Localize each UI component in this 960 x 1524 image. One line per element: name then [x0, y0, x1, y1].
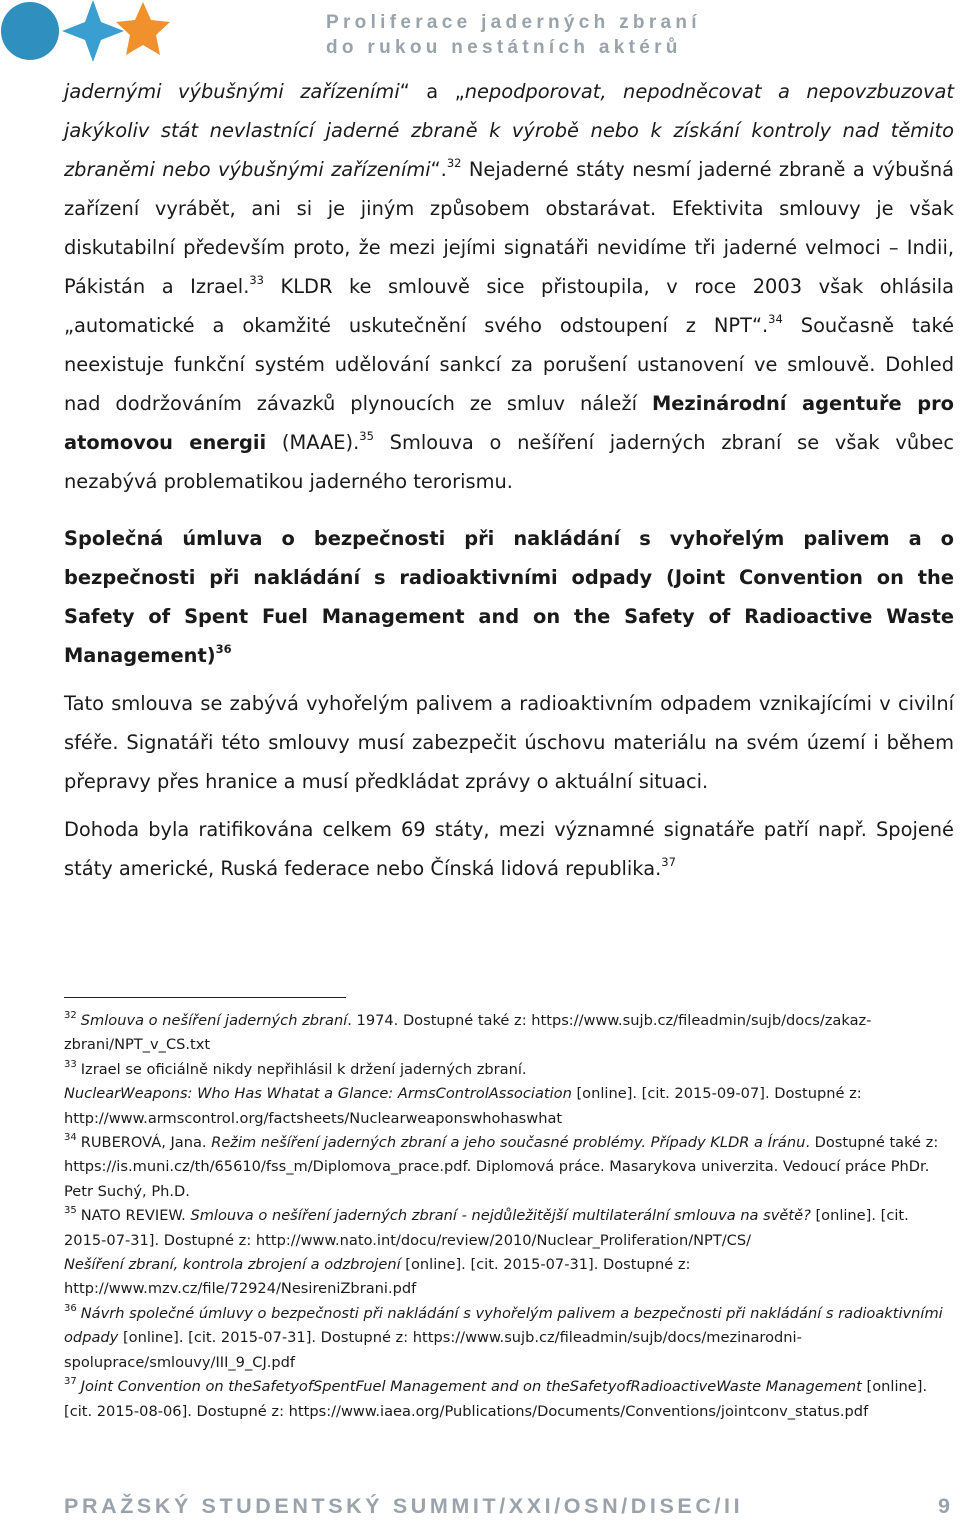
paragraph-npt	[64, 72, 954, 501]
page-footer	[64, 1494, 954, 1524]
footnote-title: Návrh společné úmluvy o bezpečnosti při nakládání s vyhořelým palivem a bezpečnosti při nakládání s radioaktivními odpady	[64, 1304, 943, 1347]
footnote-ref-32[interactable]: 32	[446, 155, 462, 170]
footnote-text[interactable]: [online]. [cit. 2015-07-31]. Dostupné z: https://www.sujb.cz/fileadmin/sujb/docs/mezinarodni-spoluprace/smlouvy/III_9_CJ.pdf	[64, 1329, 802, 1371]
footnote-text[interactable]: [online]. [cit. 2015-09-07]. Dostupné z: http://www.armscontrol.org/factsheets/Nuclearweaponswhohaswhat	[64, 1085, 862, 1127]
footnote-36	[64, 1302, 954, 1375]
footnote-35	[64, 1204, 954, 1302]
text-segment: Nejaderné státy nesmí jaderné zbraně a výbušná zařízení vyrábět, ani si je jiným způsobem obstarávat. Efektivita smlouvy je však diskutabilní především proto, že mezi jejími signatáři nevidíme tři jaderné velmoci – Indii, Pákistán a Izrael.	[64, 158, 954, 298]
footnote-title: Nešíření zbraní, kontrola zbrojení a odzbrojení	[64, 1256, 401, 1274]
footnote-33	[64, 1058, 954, 1131]
footnote-text[interactable]: . 1974. Dostupné také z: https://www.sujb.cz/fileadmin/sujb/docs/zakaz-zbrani/NPT_v_CS.txt	[64, 1012, 872, 1054]
paragraph-ratification	[64, 810, 954, 888]
footnote-text[interactable]: . Dostupné také z: https://is.muni.cz/th/65610/fss_m/Diplomova_prace.pdf. Diplomová práce. Masarykova univerzita. Vedoucí práce PhDr. Petr Suchý, Ph.D.	[64, 1134, 939, 1200]
text-segment: Dohoda byla ratifikována celkem 69 státy, mezi významné signatáře patří např. Spojené státy americké, Ruská federace nebo Čínská lidová republika.	[64, 818, 954, 880]
footnote-title: Smlouva o nešíření jaderných zbraní	[80, 1012, 348, 1029]
logo-circle	[1, 2, 59, 60]
page-number: 9	[938, 1494, 950, 1518]
text-segment: Současně také neexistuje funkční systém udělování sankcí za porušení ustanovení ve smlouvě. Dohled nad dodržováním závazků plynoucích ze smluv náleží	[64, 314, 954, 415]
paragraph-convention: Tato smlouva se zabývá vyhořelým palivem a radioaktivním odpadem vznikajícími v civilní sféře. Signatáři této smlouvy musí zabezpečit úschovu materiálu na svém území i během přepravy přes hranice a musí předkládat zprávy o aktuální situaci.	[64, 692, 954, 793]
quote-connector: “ a „	[399, 80, 465, 103]
footnote-text[interactable]: [online]. [cit. 2015-08-06]. Dostupné z: https://www.iaea.org/Publications/Documents/Conventions/jointconv_status.pdf	[64, 1378, 928, 1420]
text-segment: Smlouva o nešíření jaderných zbraní se však vůbec nezabývá problematikou jaderného terorismu.	[64, 431, 955, 493]
footnote-number: 35	[64, 1205, 77, 1217]
footnote-text[interactable]: [online]. [cit. 2015-07-31]. Dostupné z: http://www.nato.int/docu/review/2010/Nuclear_Proliferation/NPT/CS/	[64, 1207, 909, 1249]
footnote-32	[64, 1009, 954, 1058]
footnote-number: 36	[64, 1303, 77, 1315]
footnote-title: NuclearWeapons: Who Has Whatat a Glance: ArmsControlAssociation	[64, 1085, 572, 1103]
footnote-author: NATO REVIEW.	[80, 1207, 191, 1225]
text-segment: (MAAE).	[266, 431, 360, 454]
quote-text-1: jadernými výbušnými zařízeními	[64, 80, 400, 103]
footnote-ref-37[interactable]: 37	[661, 854, 676, 869]
logo-star-orange	[116, 2, 170, 55]
footnote-text[interactable]: [online]. [cit. 2015-07-31]. Dostupné z: http://www.mzv.cz/file/72924/NesireniZbrani.pdf	[64, 1256, 691, 1298]
footnote-title: Joint Convention on theSafetyofSpentFuel Management and on theSafetyofRadioactiveWaste Management	[80, 1378, 862, 1396]
main-content	[64, 72, 954, 888]
footnote-number: 34	[64, 1132, 77, 1144]
footnote-number: 32	[64, 1010, 77, 1022]
footnote-34	[64, 1131, 954, 1204]
agency-name: Mezinárodní agentuře pro atomovou energii	[64, 392, 954, 454]
footnote-separator	[64, 997, 346, 998]
footnote-author: RUBEROVÁ, Jana.	[80, 1134, 212, 1152]
footnote-text: Izrael se oficiálně nikdy nepřihlásil k držení jaderných zbraní.	[80, 1060, 527, 1078]
footnotes	[64, 1009, 954, 1424]
footnote-ref-34[interactable]: 34	[768, 311, 783, 326]
footnote-title: Smlouva o nešíření jaderných zbraní - nejdůležitější multilaterální smlouva na světě?	[190, 1207, 811, 1225]
footnote-ref-35[interactable]: 35	[359, 428, 374, 443]
logo-star-blue	[62, 0, 124, 62]
text-segment: KLDR ke smlouvě sice přistoupila, v roce 2003 však ohlásila „automatické a okamžité uskutečnění svého odstoupení z NPT“.	[64, 275, 954, 337]
section-heading	[64, 519, 954, 675]
header-title	[326, 10, 706, 60]
footer-text: PRAŽSKÝ STUDENTSKÝ SUMMIT/XXI/OSN/DISEC/II	[64, 1494, 744, 1518]
footnote-ref-33[interactable]: 33	[249, 272, 264, 287]
header-title-line1: Proliferace jaderných zbraní	[326, 12, 701, 33]
quote-text-2: nepodporovat, nepodněcovat a nepovzbuzovat jakýkoliv stát nevlastnící jaderné zbraně k výrobě nebo k získání kontroly nad těmito zbraněmi nebo výbušnými zařízeními	[64, 80, 954, 181]
footnote-title: Režim nešíření jaderných zbraní a jeho současné problémy. Případy KLDR a Íránu	[211, 1134, 806, 1152]
footnote-number: 37	[64, 1376, 77, 1388]
footnote-number: 33	[64, 1058, 77, 1070]
footnote-ref-36[interactable]: 36	[215, 641, 232, 656]
quote-close: “.	[430, 158, 447, 181]
section-heading-text: Společná úmluva o bezpečnosti při nakládání s vyhořelým palivem a o bezpečnosti při nakládání s radioaktivními odpady (Joint Convention on the Safety of Spent Fuel Management and on the Safety of Radioactive Waste Management)	[64, 527, 954, 667]
header-title-line2: do rukou nestátních aktérů	[326, 37, 682, 58]
footnote-37	[64, 1375, 954, 1424]
summit-logo	[0, 0, 175, 62]
